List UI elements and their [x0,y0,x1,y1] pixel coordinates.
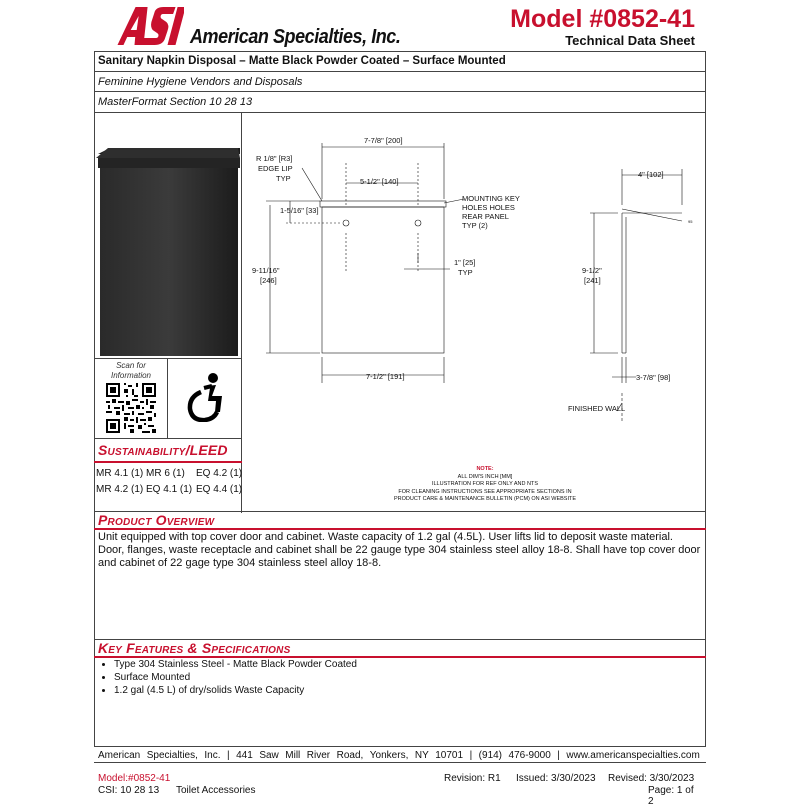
feature-item: • Surface Mounted [114,671,357,684]
footer-address-word: 10701 [435,750,464,761]
leed-credit: MR 6 (1) [146,468,185,479]
divider [94,762,706,763]
dim-height-mm: [246] [260,276,277,285]
footer-address-word: Road, [336,750,364,761]
leed-credit: MR 4.1 (1) [96,468,144,479]
dim-hole-offset: 1" [25] [454,258,476,267]
dim-width-top: 7-7/8" [200] [364,136,403,145]
technical-drawing [242,113,704,511]
heading-rule [94,461,242,463]
asi-logo [112,5,184,47]
footer-address-word: Specialties, [146,750,198,761]
note-mounting-2: HOLES HOLES [462,203,515,212]
dim-depth-top: 4" [102] [638,170,664,179]
footer-revised: Revised: 3/30/2023 [608,773,695,784]
footer-issued: Issued: 3/30/2023 [516,773,596,784]
footer-address-word: (914) [478,750,503,761]
footer-address-word: | [469,750,473,761]
features-list [100,658,357,697]
company-name: American Specialties, Inc. [190,26,401,48]
dim-side-height-mm: [241] [584,276,601,285]
footer-address-word: Mill [285,750,301,761]
leed-table [96,466,244,498]
divider [94,438,242,439]
features-heading: Key Features & Specifications [98,640,291,656]
leed-credit: EQ 4.2 (1) [196,468,243,479]
note-line: FOR CLEANING INSTRUCTIONS SEE APPROPRIATE SECTIONS IN [398,488,572,495]
footer-address-word: River [306,750,331,761]
sheet-type: Technical Data Sheet [565,33,695,48]
dim-small-mark: 95 [688,219,693,224]
footer-revision: Revision: R1 [444,773,501,784]
footer-address-word: 476-9000 [508,750,551,761]
leed-credit: EQ 4.1 (1) [146,484,193,495]
heading-rule [94,528,706,530]
note-mounting-1: MOUNTING KEY [462,194,520,203]
front-view-body [322,207,444,353]
divider [94,91,706,92]
footer-address-word: 441 [236,750,253,761]
sustainability-heading: Sustainability/LEED [98,442,228,458]
dim-hole-spacing: 5-1/2" [140] [360,177,399,186]
dim-depth-bottom: 3-7/8" [98] [636,373,671,382]
footer-address-word: Saw [259,750,279,761]
leed-row [96,466,244,482]
footer-csi: CSI: 10 28 13 [98,785,160,796]
footer-address-word: | [227,750,230,761]
dim-width-bottom: 7-1/2" [191] [366,372,405,381]
footer-address-word: | [557,750,560,761]
footer-page: Page: 1 of 2 [648,785,694,807]
dim-hole-typ: TYP [458,268,473,277]
dim-height: 9-11/16" [252,266,280,275]
footer-category: Toilet Accessories [176,785,256,796]
feature-item: • 1.2 gal (4.5 L) of dry/solids Waste Capacity [114,684,357,697]
footer-address-word: Yonkers, [369,750,409,761]
overview-text: Unit equipped with top cover door and cabinet. Waste capacity of 1.2 gal (4.5L). User lifts lid to deposit waste material. Door, flanges, waste receptacle and cabinet shall be 22 gauge type 304 stainless steel alloy 18-8. Shall have top cover door and cabinet of 22 gage type 304 stainless steel alloy 18-8. [98,531,701,569]
dim-radius: R 1/8" [R3] [256,154,293,163]
note-line: PRODUCT CARE & MAINTENANCE BULLETIN (PCM) ON ASI WEBSITE [393,496,577,502]
footer-address-word[interactable]: www.americanspecialties.com [566,750,700,761]
note-line: ILLUSTRATION FOR REF ONLY AND NTS [431,481,539,487]
footer-address-word: Inc. [204,750,221,761]
dim-side-height: 9-1/2" [582,266,602,275]
dim-lip-height: 1-5/16" [33] [280,206,319,215]
note-line: ALL DIM'S INCH [MM] [457,473,513,480]
model-number: Model #0852-41 [510,5,695,33]
label-finished-wall: FINISHED WALL [568,404,626,413]
product-category: Feminine Hygiene Vendors and Disposals [98,76,303,88]
qr-label: Scan for Information [110,361,152,380]
feature-item: • Type 304 Stainless Steel - Matte Black Powder Coated [114,658,357,671]
divider [94,71,706,72]
leed-row [96,482,244,498]
leed-credit: MR 4.2 (1) [96,484,144,495]
footer-address-word: NY [414,750,429,761]
dim-typ: TYP [276,174,291,183]
note-title: NOTE: [476,466,494,472]
product-photo [96,114,240,358]
footer-model: Model:#0852-41 [98,773,171,784]
note-mounting-3: REAR PANEL [462,212,509,221]
overview-heading: Product Overview [98,512,215,528]
drawing-note [380,466,590,504]
front-view-lip [320,201,446,207]
leed-credit: EQ 4.4 (1) [196,484,243,495]
product-title: Sanitary Napkin Disposal – Matte Black Powder Coated – Surface Mounted [98,55,506,67]
qr-code[interactable] [106,383,156,433]
note-mounting-4: TYP (2) [462,221,488,230]
dim-edge-lip: EDGE LIP [258,164,293,173]
masterformat-section: MasterFormat Section 10 28 13 [98,96,253,108]
wheelchair-icon [184,372,230,422]
footer-address-word: American [98,750,141,761]
footer-address [98,750,700,761]
